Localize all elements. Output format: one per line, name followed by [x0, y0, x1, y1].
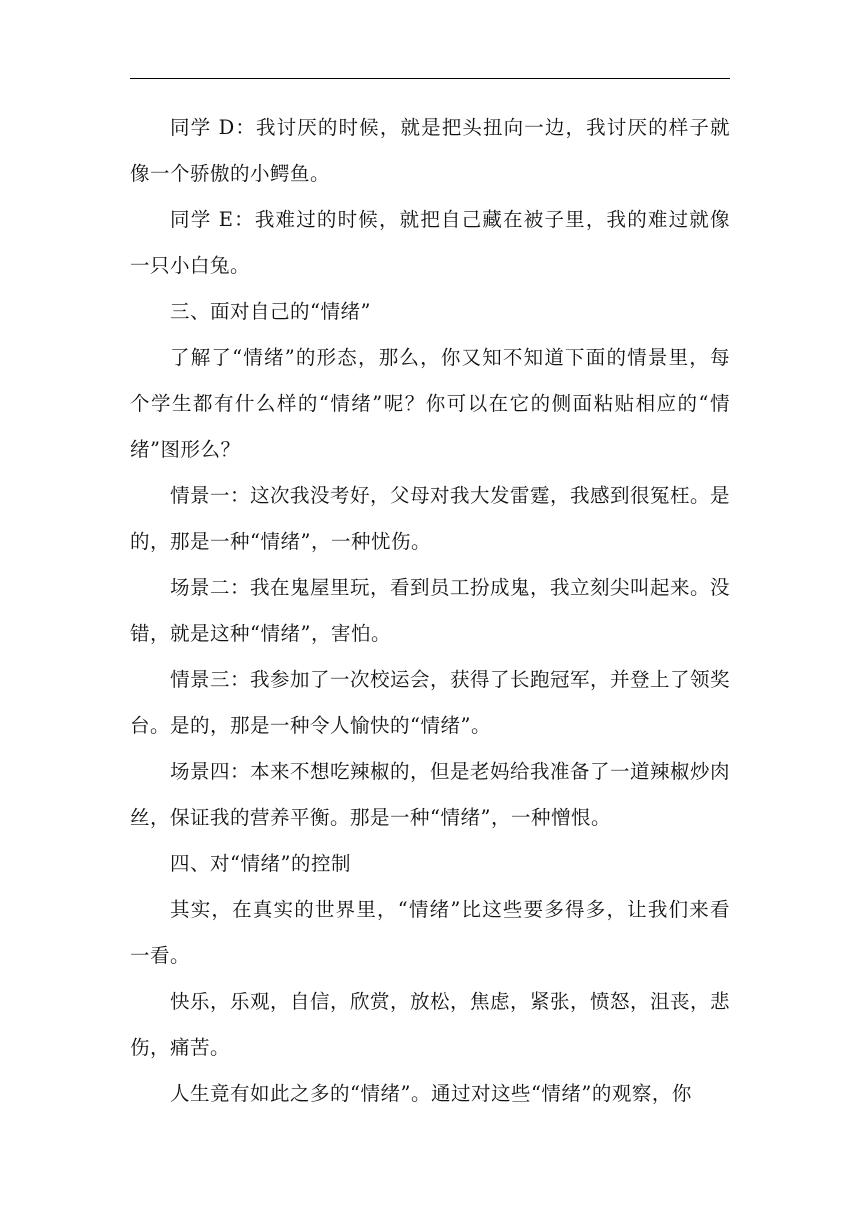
paragraph-scene-3: 情景三：我参加了一次校运会，获得了长跑冠军，并登上了领奖台。是的，那是一种令人愉快的“情绪”。 — [130, 668, 731, 737]
paragraph-scene-1: 情景一：这次我没考好，父母对我大发雷霆，我感到很冤枉。是的，那是一种“情绪”，一种忧伤。 — [130, 484, 731, 553]
paragraph-scene-2: 场景二：我在鬼屋里玩，看到员工扮成鬼，我立刻尖叫起来。没错，就是这种“情绪”，害怕。 — [130, 576, 731, 645]
paragraph-scene-4: 场景四：本来不想吃辣椒的，但是老妈给我准备了一道辣椒炒肉丝，保证我的营养平衡。那是一种“情绪”，一种憎恨。 — [130, 760, 731, 829]
document-body — [130, 105, 730, 1117]
paragraph-intro-scenes: 了解了“情绪”的形态，那么，你又知不知道下面的情景里，每个学生都有什么样的“情绪”呢？你可以在它的侧面粘贴相应的“情绪”图形么？ — [130, 346, 730, 461]
header-rule — [130, 78, 730, 79]
paragraph-emotion-list: 快乐，乐观，自信，欣赏，放松，焦虑，紧张，愤怒，沮丧，悲伤，痛苦。 — [130, 990, 731, 1059]
paragraph-real-world: 其实，在真实的世界里，“情绪”比这些要多得多，让我们来看一看。 — [130, 898, 730, 967]
paragraph-classmate-d: 同学 D：我讨厌的时候，就是把头扭向一边，我讨厌的样子就像一个骄傲的小鳄鱼。 — [130, 116, 730, 185]
section-heading-4: 四、对“情绪”的控制 — [170, 852, 351, 875]
section-heading-3: 三、面对自己的“情绪” — [170, 300, 371, 323]
paragraph-classmate-e: 同学 E：我难过的时候，就把自己藏在被子里，我的难过就像一只小白兔。 — [130, 208, 730, 277]
paragraph-conclusion: 人生竟有如此之多的“情绪”。通过对这些“情绪”的观察，你 — [170, 1082, 692, 1105]
